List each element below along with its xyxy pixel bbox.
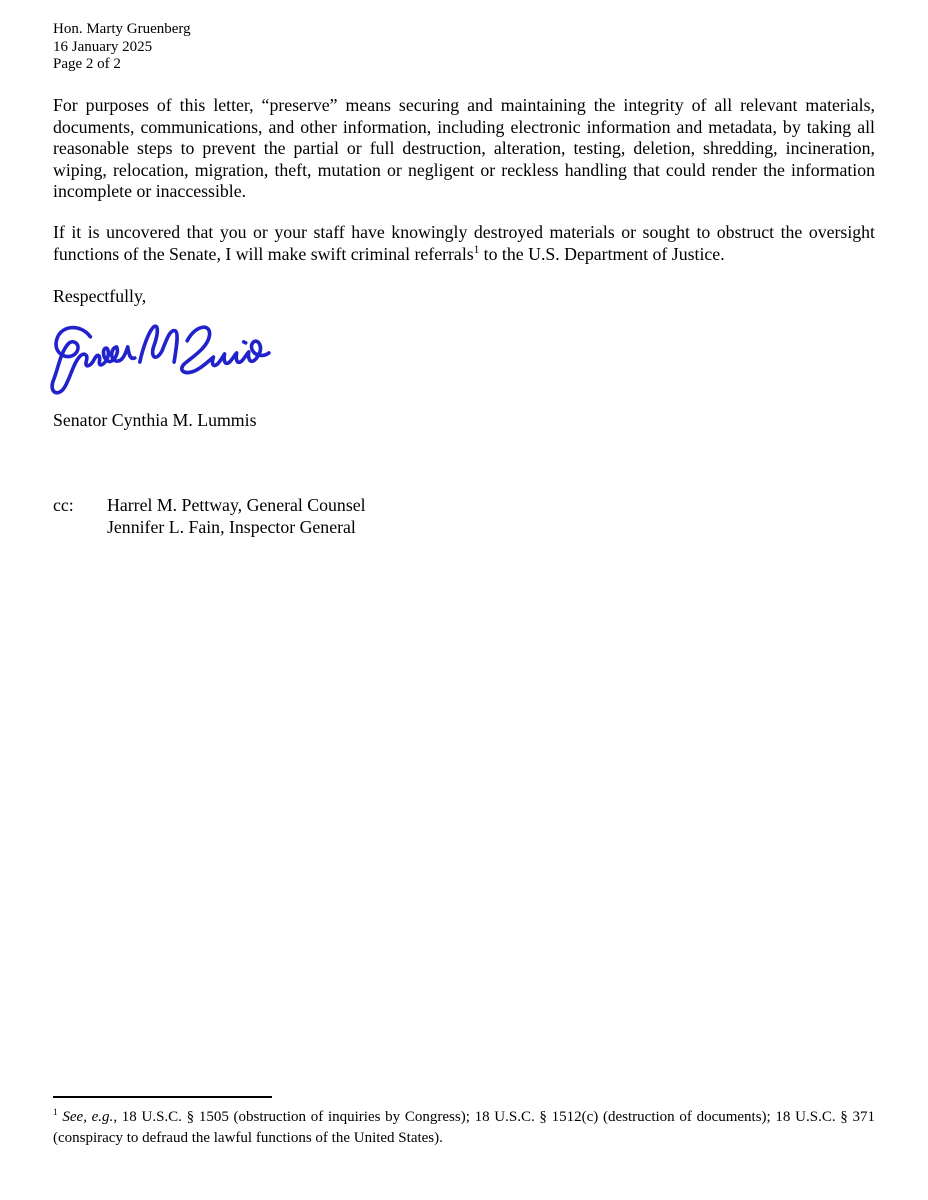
cc-block (53, 495, 366, 538)
header-date: 16 January 2025 (53, 38, 153, 55)
cc-label: cc: (53, 495, 74, 515)
paragraph-2-text: If it is uncovered that you or your staff have knowingly destroyed materials or sought to obstruct the oversight functions of the Senate, I will make swift criminal referrals (53, 222, 875, 264)
signer-name: Senator Cynthia M. Lummis (53, 410, 257, 430)
cc-recipient-2: Jennifer L. Fain, Inspector General (107, 516, 356, 537)
footnote-area (53, 1096, 875, 1148)
signature-svg (46, 314, 278, 402)
footnote-see-eg: See, e.g. (62, 1109, 114, 1125)
footnote-separator (53, 1096, 272, 1098)
paragraph-preserve-definition: For purposes of this letter, “preserve” means securing and maintaining the integrity of all relevant materials, documents, communications, and other information, including electronic information and metadata, by taking all reasonable steps to prevent the partial or full destruction, alteration, testing, deletion, shredding, incineration, wiping, relocation, migration, theft, mutation or negligent or reckless handling that could render the information incomplete or inaccessible. (53, 95, 875, 201)
header-recipient: Hon. Marty Gruenberg (53, 21, 191, 37)
paragraph-criminal-referrals (53, 222, 875, 265)
footnote-number: 1 (53, 1108, 58, 1118)
signature-image (46, 314, 278, 402)
letter-header (53, 21, 191, 74)
footnote-reference-marker: 1 (473, 243, 480, 256)
signature-stroke-m (140, 326, 177, 362)
signature-i-dot (244, 342, 246, 343)
header-page-number: Page 2 of 2 (53, 56, 121, 72)
paragraph-2-continuation: to the U.S. Department of Justice. (483, 243, 725, 264)
footnote-text (53, 1107, 875, 1148)
cc-recipient-list (107, 495, 366, 538)
footnote-citations: , 18 U.S.C. § 1505 (obstruction of inquiries by Congress); 18 U.S.C. § 1512(c) (destruction of documents); 18 U.S.C. § 371 (conspiracy to defraud the lawful functions of the United States). (53, 1109, 875, 1146)
signature-stroke-cynthia (52, 328, 135, 393)
signature-stroke-lummis (182, 327, 269, 372)
cc-recipient-1: Harrel M. Pettway, General Counsel (107, 495, 366, 515)
closing-salutation: Respectfully, (53, 286, 147, 306)
